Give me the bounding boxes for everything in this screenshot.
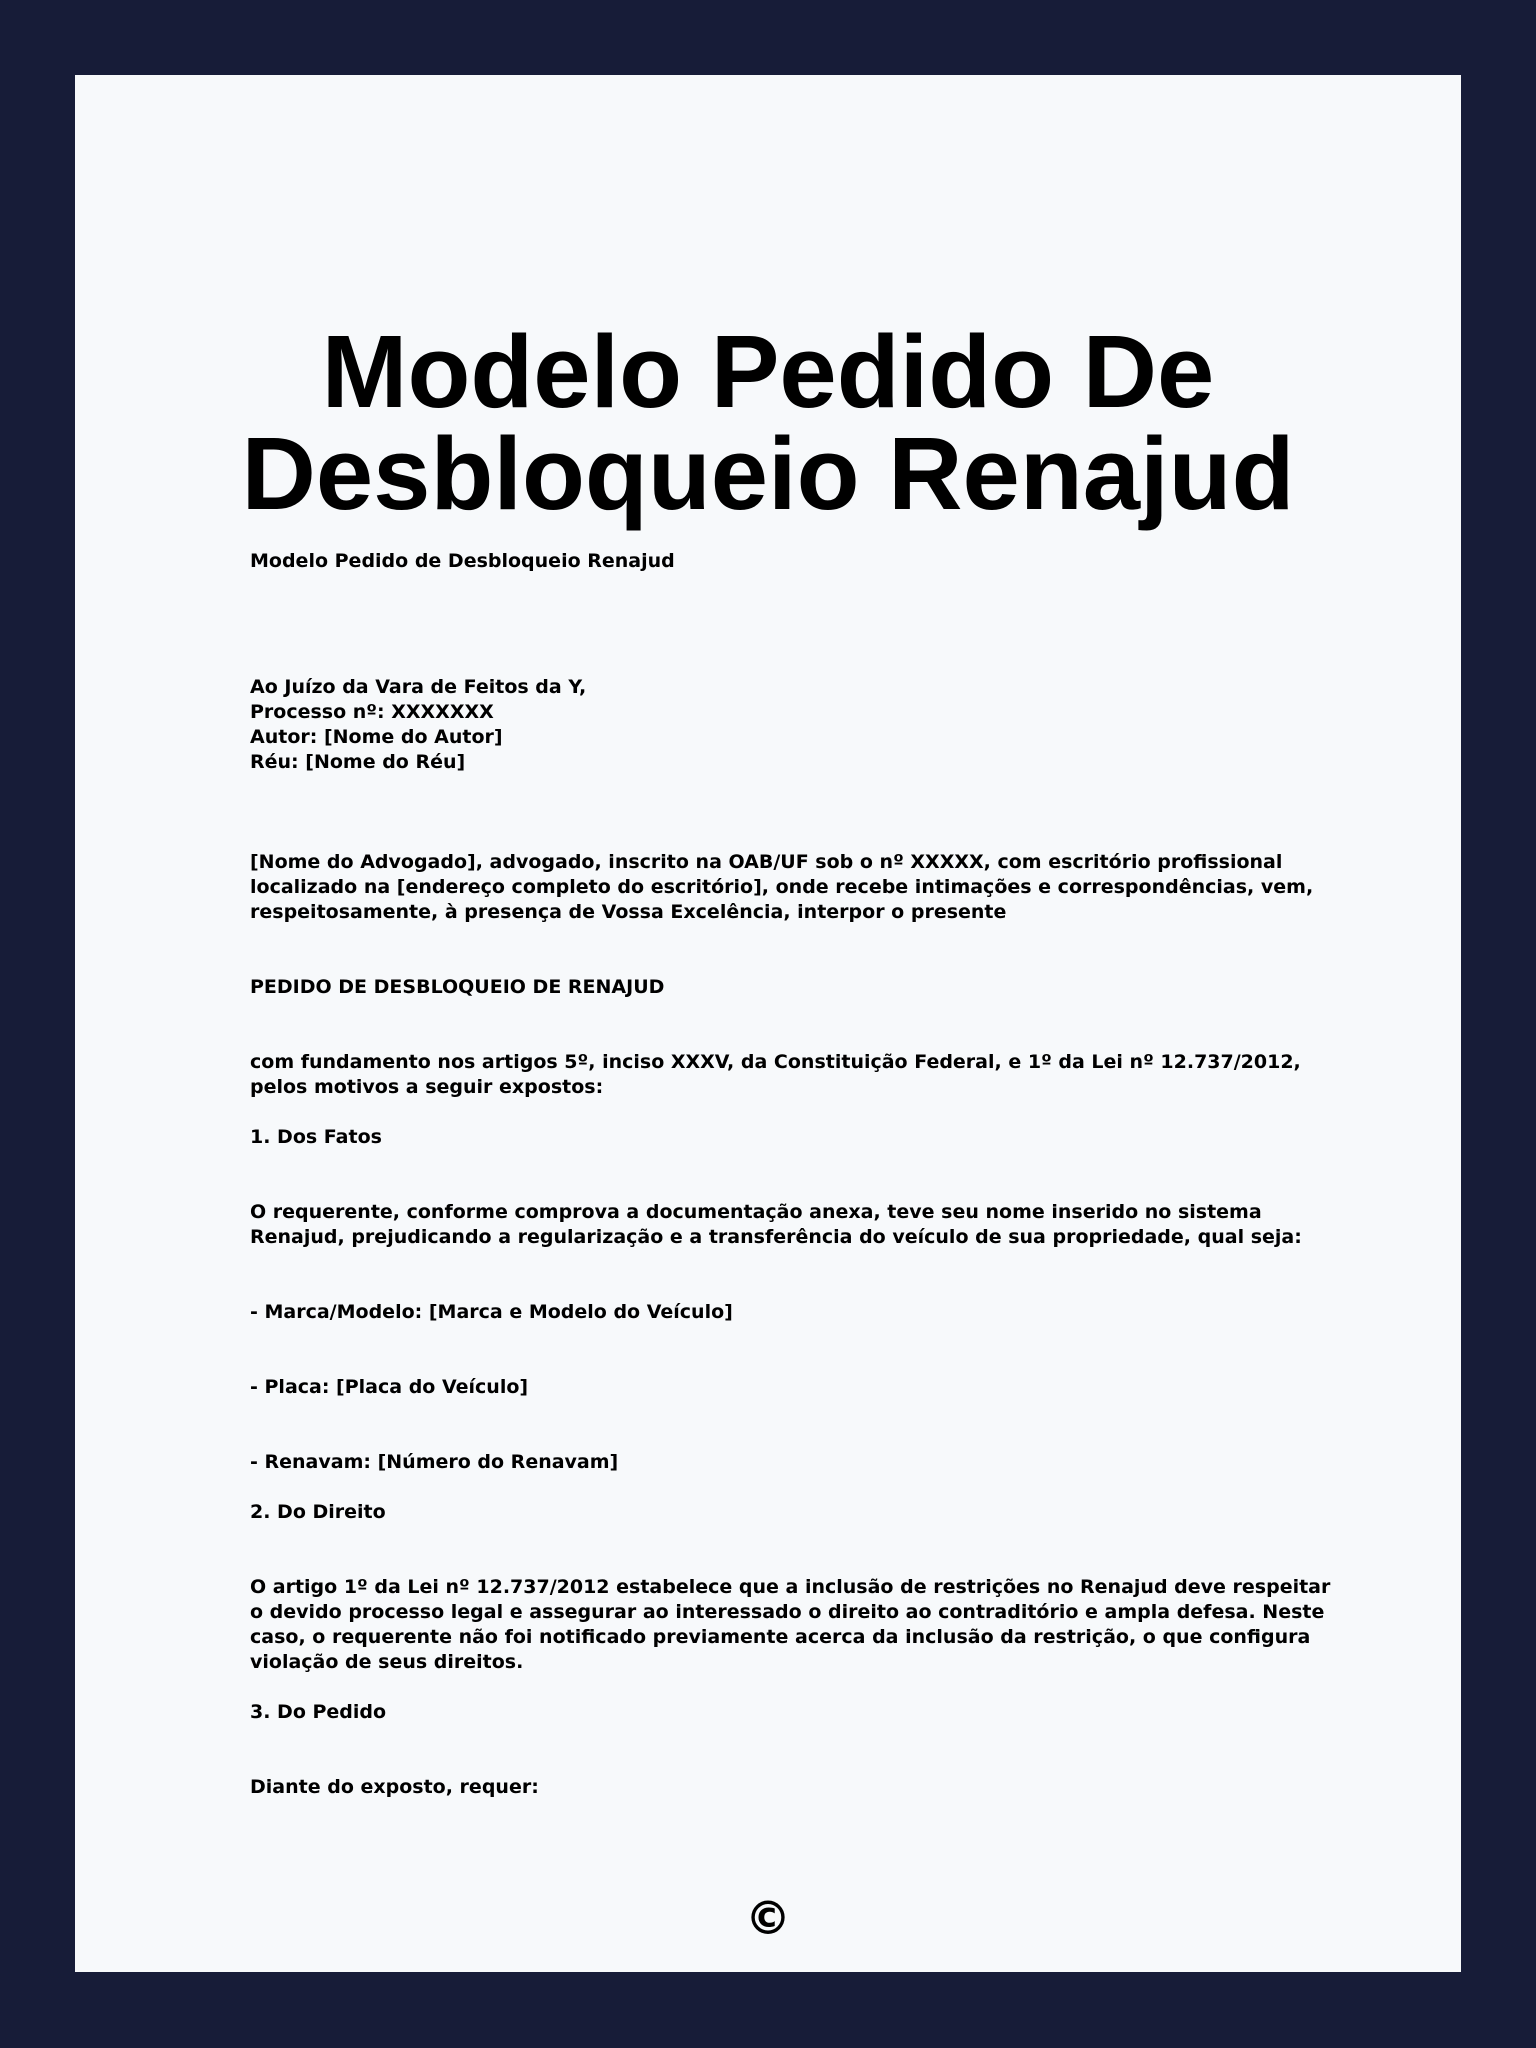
addressee-process-number: Processo nº: XXXXXXX	[250, 701, 494, 723]
section-1-paragraph: O requerente, conforme comprova a documentação anexa, teve seu nome inserido no sistema Renajud, prejudicando a regularização e a transferência do veículo de sua propriedade, qual seja:	[250, 1201, 1302, 1248]
copyright-icon: ©	[745, 1891, 791, 1945]
addressee-defendant: Réu: [Nome do Réu]	[250, 751, 466, 773]
section-1-heading: 1. Dos Fatos	[250, 1126, 382, 1148]
document-title-line-2: Desbloqueio Renajud	[241, 416, 1295, 531]
vehicle-renavam: - Renavam: [Número do Renavam]	[250, 1451, 619, 1473]
petition-heading: PEDIDO DE DESBLOQUEIO DE RENAJUD	[250, 976, 665, 998]
section-2-heading: 2. Do Direito	[250, 1501, 386, 1523]
legal-basis-paragraph: com fundamento nos artigos 5º, inciso XXXV, da Constituição Federal, e 1º da Lei nº 12.737/2012, pelos motivos a seguir expostos:	[250, 1051, 1301, 1098]
vehicle-plate: - Placa: [Placa do Veículo]	[250, 1376, 529, 1398]
addressee-court: Ao Juízo da Vara de Feitos da Y,	[250, 676, 587, 698]
document-page	[75, 75, 1461, 1972]
vehicle-brand-model: - Marca/Modelo: [Marca e Modelo do Veículo]	[250, 1301, 733, 1323]
document-title	[75, 314, 1461, 531]
addressee-block	[250, 675, 1340, 775]
intro-paragraph: [Nome do Advogado], advogado, inscrito na OAB/UF sob o nº XXXXX, com escritório profissional localizado na [endereço completo do escritório], onde recebe intimações e correspondências, vem, respeitosamente, à presença de Vossa Excelência, interpor o presente	[250, 851, 1314, 923]
document-subtitle: Modelo Pedido de Desbloqueio Renajud	[250, 550, 675, 572]
document-title-line-1: Modelo Pedido De	[321, 314, 1215, 429]
section-2-paragraph: O artigo 1º da Lei nº 12.737/2012 estabelece que a inclusão de restrições no Renajud deve respeitar o devido processo legal e assegurar ao interessado o direito ao contraditório e ampla defesa. Neste caso, o requerente não foi notificado previamente acerca da inclusão da restrição, o que configura violação de seus direitos.	[250, 1576, 1331, 1673]
section-3-paragraph: Diante do exposto, requer:	[250, 1776, 539, 1798]
section-3-heading: 3. Do Pedido	[250, 1701, 387, 1723]
addressee-plaintiff: Autor: [Nome do Autor]	[250, 726, 503, 748]
